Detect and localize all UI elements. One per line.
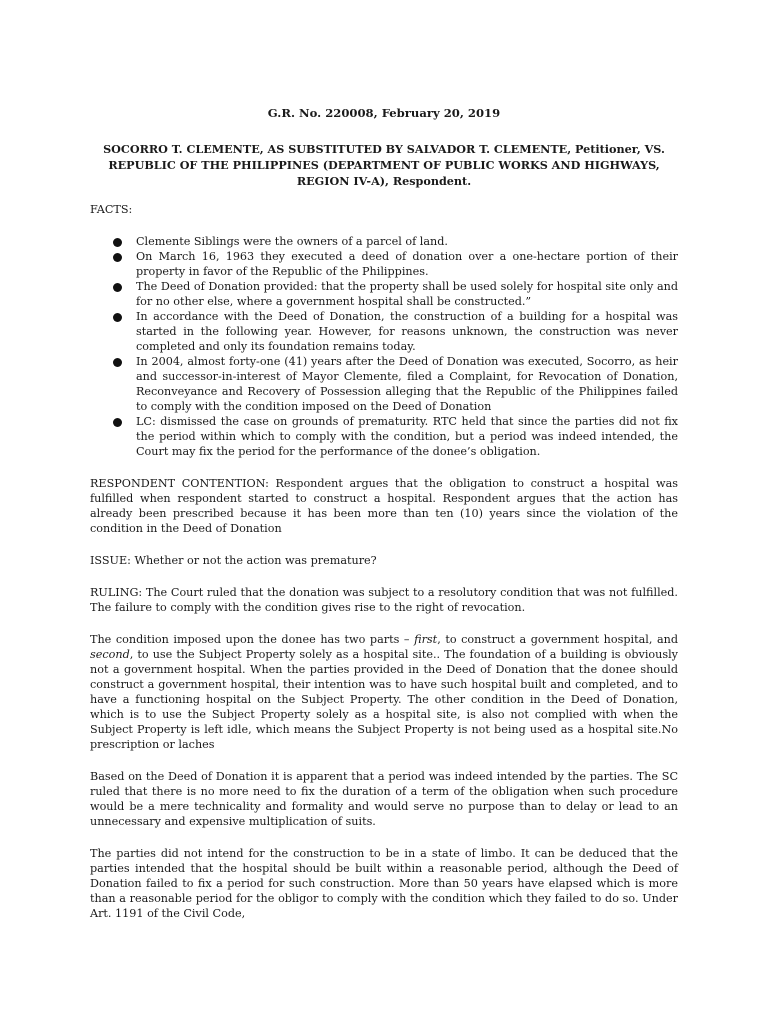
fact-text: On March 16, 1963 they executed a deed of donation over a one-hectare portion of their property in favor of the Republic of the Philippines.: [136, 250, 678, 278]
fact-text: In accordance with the Deed of Donation, the construction of a building for a hospital was started in the following year. However, for reasons unknown, the construction was never completed and only its foundation remains today.: [136, 310, 678, 353]
bullet-icon: [113, 253, 122, 262]
bullet-icon: [113, 358, 122, 367]
facts-list: [90, 234, 678, 459]
fact-text: The Deed of Donation provided: that the property shall be used solely for hospital site only and for no other else, where a government hospital shall be constructed.”: [136, 280, 678, 308]
period-paragraph: Based on the Deed of Donation it is apparent that a period was indeed intended by the parties. The SC ruled that there is no more need to fix the duration of a term of the obligation when such procedure would be a mere technicality and formality and would serve no purpose than to delay or lead to an unnecessary and expensive multiplication of suits.: [90, 770, 678, 828]
list-item: [90, 279, 678, 309]
fact-text: In 2004, almost forty-one (41) years after the Deed of Donation was executed, Socorro, as heir and successor-in-interest of Mayor Clemente, filed a Complaint, for Revocation of Donation, Reconveyance and Recovery of Possession alleging that the Republic of the Philippines failed to comply with the condition imposed on the Deed of Donation: [136, 355, 678, 413]
case-number: G.R. No. 220008, February 20, 2019: [267, 106, 501, 120]
list-item: [90, 354, 678, 414]
bullet-icon: [113, 313, 122, 322]
emphasis-second: second: [90, 648, 130, 661]
fact-text: Clemente Siblings were the owners of a parcel of land.: [136, 235, 448, 248]
bullet-icon: [113, 283, 122, 292]
list-item: [90, 414, 678, 459]
list-item: [90, 309, 678, 354]
ruling: RULING: The Court ruled that the donation was subject to a resolutory condition that was not fulfilled. The failure to comply with the condition gives rise to the right of revocation.: [90, 586, 678, 614]
limbo-paragraph: The parties did not intend for the construction to be in a state of limbo. It can be deduced that the parties intended that the hospital should be built within a reasonable period, although the Deed of Donation failed to fix a period for such construction. More than 50 years have elapsed which is more than a reasonable period for the obligor to comply with the condition which they failed to do so. Under Art. 1191 of the Civil Code,: [90, 847, 678, 920]
condition-text-3: , to use the Subject Property solely as a hospital site.. The foundation of a building is obviously not a government hospital. When the parties provided in the Deed of Donation that the donee should construct a government hospital, their intention was to have such hospital built and completed, and to have a functioning hospital on the Subject Property. The other condition in the Deed of Donation, which is to use the Subject Property solely as a hospital site, is also not complied with when the Subject Property is left idle, which means the Subject Property is not being used as a hospital site.No prescription or laches: [90, 648, 678, 751]
bullet-icon: [113, 238, 122, 247]
condition-text-1: The condition imposed upon the donee has two parts –: [90, 633, 415, 646]
case-title: SOCORRO T. CLEMENTE, AS SUBSTITUTED BY SALVADOR T. CLEMENTE, Petitioner, VS. REPUBLIC OF THE PHILIPPINES (DEPARTMENT OF PUBLIC WORKS AND HIGHWAYS, REGION IV-A), Respondent.: [103, 142, 665, 188]
emphasis-first: first: [414, 633, 438, 646]
issue: ISSUE: Whether or not the action was premature?: [90, 554, 377, 567]
document-page: [90, 106, 678, 938]
list-item: [90, 249, 678, 279]
bullet-icon: [113, 418, 122, 427]
respondent-contention: RESPONDENT CONTENTION: Respondent argues that the obligation to construct a hospital was fulfilled when respondent started to construct a hospital. Respondent argues that the action has already been prescribed because it has been more than ten (10) years since the violation of the condition in the Deed of Donation: [90, 477, 678, 535]
condition-text-2: , to construct a government hospital, and: [437, 633, 678, 646]
list-item: [90, 234, 678, 249]
condition-paragraph: [90, 632, 678, 752]
fact-text: LC: dismissed the case on grounds of prematurity. RTC held that since the parties did not fix the period within which to comply with the condition, but a period was indeed intended, the Court may fix the period for the performance of the donee’s obligation.: [136, 415, 678, 458]
facts-label: FACTS:: [90, 203, 133, 216]
